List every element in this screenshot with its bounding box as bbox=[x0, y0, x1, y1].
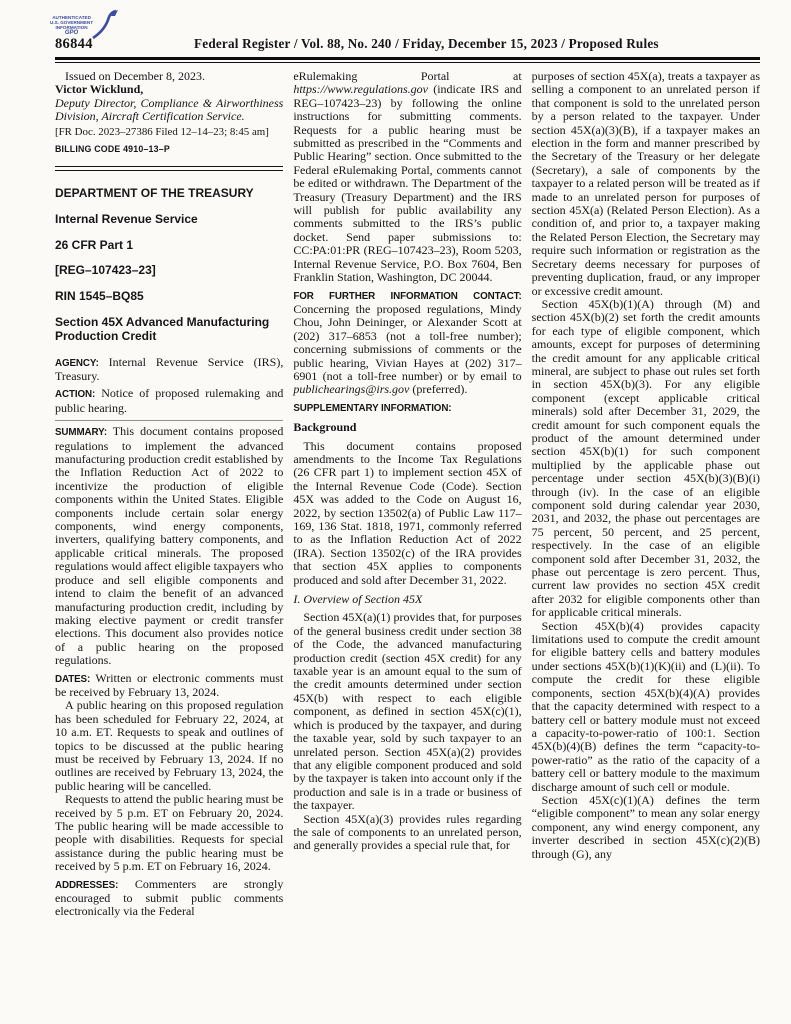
billing-code: BILLING CODE 4910–13–P bbox=[55, 144, 170, 155]
further-info-label: FOR FURTHER INFORMATION CONTACT: bbox=[293, 290, 522, 302]
document-body bbox=[55, 70, 760, 919]
dates-label: DATES: bbox=[55, 673, 91, 685]
section-divider-rule bbox=[55, 166, 283, 171]
column-1 bbox=[55, 70, 283, 919]
background-paragraph: This document contains proposed amendments to the Income Tax Regulations (26 CFR part 1) to implement section 45X of the Internal Revenue Code (Code). Section 45X was added to the Code on August 16, 2022, by section 13502(a) of Public Law 117–169, 136 Stat. 1818, 1971, commonly referred to as the Inflation Reduction Act of 2022 (IRA). Section 13502(c) of the IRA provides that section 45X applies to components produced and sold after December 31, 2022. bbox=[293, 438, 522, 587]
summary-divider-rule bbox=[55, 420, 283, 421]
department-heading: DEPARTMENT OF THE TREASURY bbox=[55, 186, 254, 201]
column-2 bbox=[293, 70, 521, 919]
credit-amounts-paragraph: Section 45X(b)(1)(A) through (M) and section 45X(b)(2) set forth the credit amounts for each type of eligible component, which amounts, except for purposes of determining the credit amount for any applicable critical mineral, are subject to phase out rules set forth in section 45X(b)(3). For any eligible component (except applicable critical minerals) sold after December 31, 2029, the credit amount for such component equals the product of the amount determined under section 45X(b)(1) for such component multiplied by the applicable phase out percentage under section 45X(b)(3)(B)(i) through (iv). In the case of an eligible component sold during calendar year 2030, 2031, and 2032, the phase out percentages are 75 percent, 50 percent, and 25 percent, respectively. In the case of an eligible component sold after December 31, 2032, the phase out percentage is zero percent. Thus, current law provides no section 45X credit after 2032 for eligible components other than for applicable critical minerals. bbox=[531, 296, 760, 620]
erulemaking-portal-paragraph: eRulemaking Portal at https://www.regulations.gov (indicate IRS and REG–107423–23) by following the online instructions for submitting comments. Requests for a public hearing must be submitted as prescribed in the “Comments and Public Hearing” section. Once submitted to the Federal eRulemaking Portal, comments cannot be edited or withdrawn. The Department of the Treasury (Treasury Department) and the IRS will publish for public availability any comments submitted to the IRS’s public docket. Send paper submissions to: CC:PA:01:PR (REG–107423–23), Room 5203, Internal Revenue Service, P.O. Box 7604, Ben Franklin Station, Washington, DC 20044. bbox=[293, 69, 522, 285]
header-rule bbox=[55, 57, 760, 63]
rin-heading: RIN 1545–BQ85 bbox=[55, 289, 144, 304]
signer-name: Victor Wicklund, bbox=[55, 82, 144, 97]
gpo-logo-line: AUTHENTICATED bbox=[52, 15, 91, 20]
gpo-logo-line: U.S. GOVERNMENT bbox=[50, 20, 94, 26]
supplementary-info-label-paragraph bbox=[293, 401, 521, 415]
agency-text: Internal Revenue Service (IRS), Treasury. bbox=[55, 354, 284, 384]
page-number: 86844 bbox=[55, 36, 93, 52]
dates-text: Written or electronic comments must be received by February 13, 2024. bbox=[55, 670, 284, 699]
action-label: ACTION: bbox=[55, 389, 96, 401]
dates-paragraph-3: Requests to attend the public hearing must be received by 5 p.m. ET on February 20, 2024. The public hearing will be made accessible to people with disabilities. Requests for special assistance during the public hearing must be received by 5 p.m. ET on February 16, 2024. bbox=[55, 792, 284, 874]
eligible-component-paragraph: Section 45X(c)(1)(A) defines the term “eligible component” to mean any solar energy component, any wind energy component, any inverter described in section 45X(c)(2)(B) through (G), any bbox=[531, 792, 760, 861]
fr-doc-line: [FR Doc. 2023–27386 Filed 12–14–23; 8:45 am] bbox=[55, 125, 269, 138]
document-title: Section 45X Advanced Manufacturing Production Credit bbox=[55, 315, 270, 343]
addresses-text: Commenters are strongly encouraged to submit public comments electronically via the Federal bbox=[55, 876, 284, 919]
dates-paragraph bbox=[55, 672, 283, 700]
summary-text: This document contains proposed regulations to implement the advanced manufacturing production credit established by the Inflation Reduction Act of 2022 to incentivize the production of eligible components within the United States. Eligible components include certain solar energy components, wind energy components, inverters, qualifying battery components, and applicable critical minerals. The proposed regulations would affect eligible taxpayers who produce and sell eligible components and intend to claim the benefit of an advanced manufacturing production credit, including by making elective payment or credit transfer elections. This document also provides notice of a public hearing on the proposed regulations. bbox=[55, 424, 284, 668]
summary-label: SUMMARY: bbox=[55, 427, 107, 439]
overview-paragraph-2: Section 45X(a)(3) provides rules regarding the sale of components to an unrelated person, and generally provides a special rule that, for bbox=[293, 811, 522, 853]
bureau-heading: Internal Revenue Service bbox=[55, 211, 198, 226]
action-text: Notice of proposed rulemaking and public hearing. bbox=[55, 386, 284, 415]
further-info-paragraph bbox=[293, 289, 521, 397]
overview-heading: I. Overview of Section 45X bbox=[293, 592, 423, 607]
addresses-label: ADDRESSES: bbox=[55, 879, 119, 891]
capacity-limitations-paragraph: Section 45X(b)(4) provides capacity limitations used to compute the credit amount for eligible battery cells and battery modules under sections 45X(b)(1)(K)(ii) and (L)(ii). To compute the credit for these eligible components, section 45X(b)(4)(A) provides that the capacity determined with respect to a battery cell or battery module must not exceed a capacity-to-power-ratio of 100:1. Section 45X(b)(4)(B) defines the term “capacity-to-power-ratio” as the ratio of the capacity of a battery cell or battery module to the maximum discharge amount of such cell or module. bbox=[531, 618, 760, 794]
signer-title: Deputy Director, Compliance & Airworthiness Division, Aircraft Certification Service. bbox=[55, 95, 284, 124]
gpo-logo-line: INFORMATION bbox=[55, 25, 88, 31]
further-info-text: Concerning the proposed regulations, Mindy Chou, John Deininger, or Alexander Scott at (202) 317–6853 (not a toll-free number); concerning submissions of comments or the public hearing, Vivian Hayes at (202) 317–6901 (not a toll-free number) or by email to publichearings@irs.gov (preferred). bbox=[293, 301, 522, 397]
reg-number-heading: [REG–107423–23] bbox=[55, 263, 156, 278]
agency-paragraph bbox=[55, 356, 283, 384]
background-heading: Background bbox=[293, 420, 357, 435]
issued-date-line: Issued on December 8, 2023. bbox=[65, 69, 205, 83]
dates-paragraph-2: A public hearing on this proposed regulation has been scheduled for February 22, 2024, at 10 a.m. ET. Requests to speak and outlines of topics to be discussed at the public hearing must be received by February 13, 2024. If no outlines are received by February 13, 2024, the public hearing will be cancelled. bbox=[55, 698, 284, 793]
header-title: Federal Register / Vol. 88, No. 240 / Friday, December 15, 2023 / Proposed Rules bbox=[194, 36, 659, 51]
column-3 bbox=[532, 70, 760, 919]
page-header bbox=[55, 36, 760, 53]
gpo-logo-line: GPO bbox=[64, 29, 79, 36]
agency-label: AGENCY: bbox=[55, 357, 99, 369]
related-person-paragraph: purposes of section 45X(a), treats a taxpayer as selling a component to an unrelated person if that component is sold to the unrelated person by a person related to the taxpayer. Under section 45X(a)(3)(B), if a taxpayer makes an election in the form and manner prescribed by the Secretary of the Treasury or her delegate (Secretary), a sale of components by the taxpayer to a related person will be treated as if made to an unrelated person for purposes of section 45X(a) (Related Person Election). As a condition of, and prior to, a taxpayer making the Related Person Election, the Secretary may require such information or registration as the Secretary deems necessary for purposes of preventing duplication, fraud, or any improper or excessive credit amount. bbox=[531, 69, 760, 298]
gpo-logo-text bbox=[50, 8, 93, 36]
addresses-paragraph bbox=[55, 878, 283, 919]
cfr-part-heading: 26 CFR Part 1 bbox=[55, 237, 134, 252]
action-paragraph bbox=[55, 387, 283, 415]
overview-paragraph-1: Section 45X(a)(1) provides that, for purposes of the general business credit under section 38 of the Code, the advanced manufacturing production credit (section 45X credit) for any taxable year is an amount equal to the sum of the credit amounts determined under section 45X(b) with respect to each eligible component, as defined in section 45X(c)(1), which is produced by the taxpayer, and during the taxable year, sold by such taxpayer to an unrelated person. Section 45X(a)(2) provides that any eligible component produced and sold by the taxpayer is taken into account only if the production and sale is in a trade or business of the taxpayer. bbox=[293, 610, 522, 813]
supplementary-info-label: SUPPLEMENTARY INFORMATION: bbox=[293, 402, 452, 414]
summary-paragraph bbox=[55, 425, 283, 667]
